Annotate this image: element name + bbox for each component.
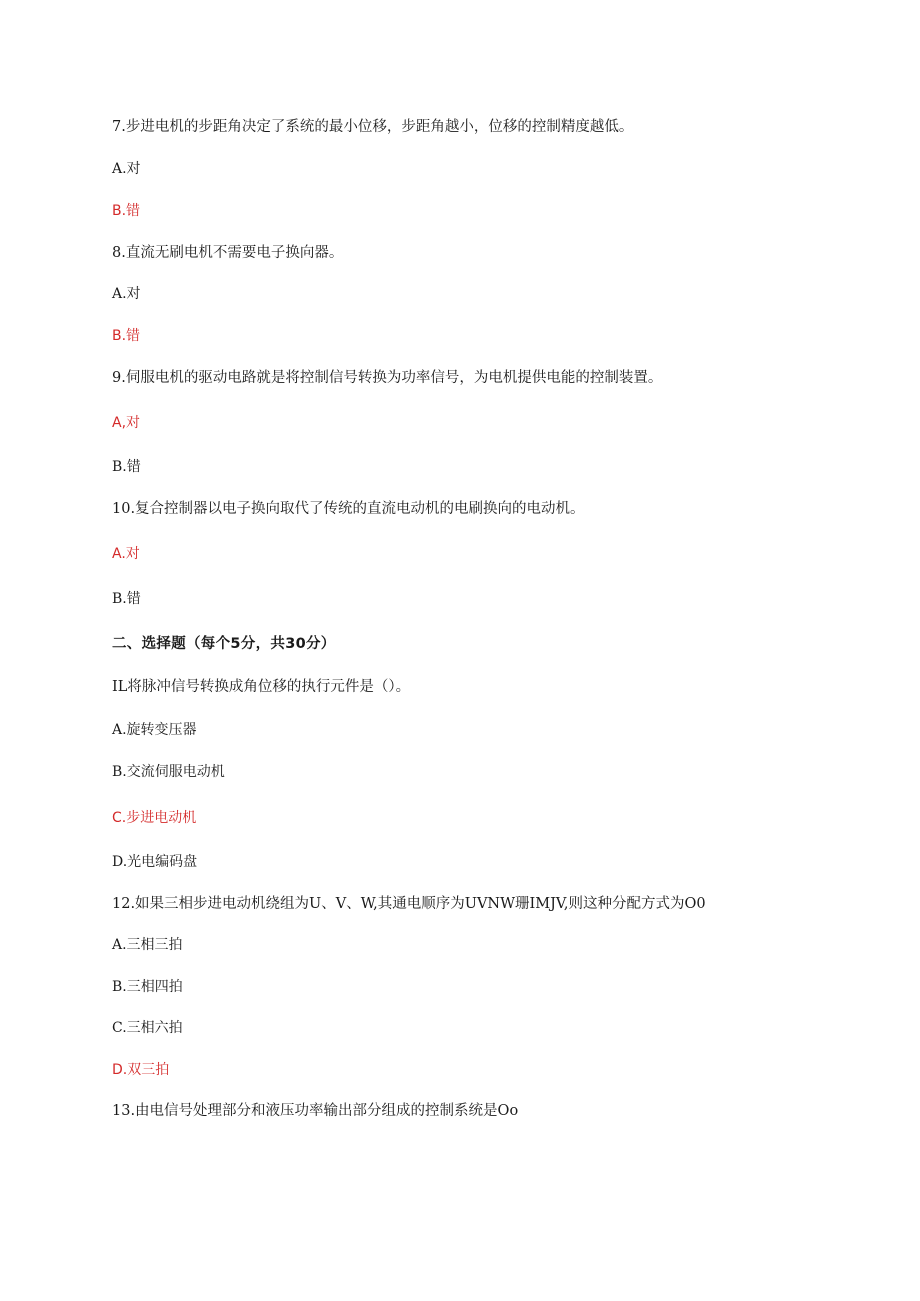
option-11c-answer: C.步进电动机 (112, 810, 197, 826)
option-8a: A.对 (112, 286, 141, 302)
option-10a-answer: A.对 (112, 546, 140, 562)
option-8b-answer: B.错 (112, 328, 141, 344)
option-12a: A.三相三拍 (112, 937, 183, 953)
section-heading-choice: 二、选择题（每个5分，共30分） (112, 636, 336, 652)
question-12: 12.如果三相步进电动机绕组为U、V、W,其通电顺序为UVNW珊IMJV,则这种分配方式为O0 (112, 896, 706, 912)
option-7a: A.对 (112, 161, 141, 177)
question-11: IL将脉冲信号转换成角位移的执行元件是（）。 (112, 679, 411, 695)
question-13: 13.由电信号处理部分和液压功率输出部分组成的控制系统是Oo (112, 1103, 519, 1119)
question-8: 8.直流无刷电机不需要电子换向器。 (112, 245, 344, 261)
option-11a: A.旋转变压器 (112, 722, 197, 738)
option-7b-answer: B.错 (112, 203, 141, 219)
option-11d: D.光电编码盘 (112, 854, 198, 870)
question-10: 10.复合控制器以电子换向取代了传统的直流电动机的电刷换向的电动机。 (112, 501, 585, 517)
option-9b: B.错 (112, 459, 141, 475)
option-11b: B.交流伺服电动机 (112, 764, 225, 780)
option-12c: C.三相六拍 (112, 1020, 183, 1036)
option-10b: B.错 (112, 591, 141, 607)
option-12b: B.三相四拍 (112, 979, 183, 995)
option-12d-answer: D.双三拍 (112, 1062, 170, 1078)
question-7: 7.步进电机的步距角决定了系统的最小位移，步距角越小，位移的控制精度越低。 (112, 119, 634, 135)
question-9: 9.伺服电机的驱动电路就是将控制信号转换为功率信号，为电机提供电能的控制装置。 (112, 370, 663, 386)
option-9a-answer: A,对 (112, 415, 141, 431)
